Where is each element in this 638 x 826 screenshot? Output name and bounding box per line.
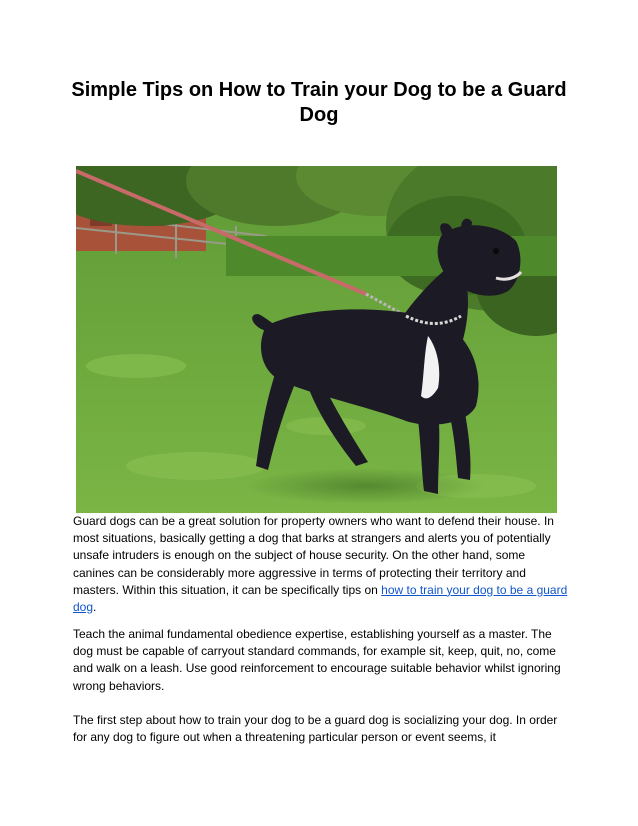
paragraph-text-end: . [93, 600, 97, 615]
page-title: Simple Tips on How to Train your Dog to be a Guard Dog [71, 79, 567, 126]
paragraph-text: Guard dogs can be a great solution for property owners who want to defend their house. In most situations, basically getting a dog that barks at strangers and alerts you of potentially unsafe intruders is enough on the subject of house security. On the other hand, some canines can be considerably more aggressive in terms of protecting their territory and masters. Within this situation, it can be specifically tips on [73, 514, 554, 597]
dog-photo [76, 166, 557, 513]
guard-dog-training-link[interactable]: how to train your dog to be a guard dog [73, 582, 568, 615]
paragraph-obedience: Teach the animal fundamental obedience expertise, establishing yourself as a master. The dog must be capable of carryout standard commands, for example sit, keep, quit, no, come and walk on a leash. Use good reinforcement to encourage suitable behavior whilst ignoring wrong behaviors. [73, 627, 561, 693]
paragraph-guard-dogs-intro [73, 513, 568, 616]
paragraph-socializing: The first step about how to train your dog to be a guard dog is socializing your dog. In order for any dog to figure out when a threatening particular person or event seems, it [73, 713, 558, 745]
